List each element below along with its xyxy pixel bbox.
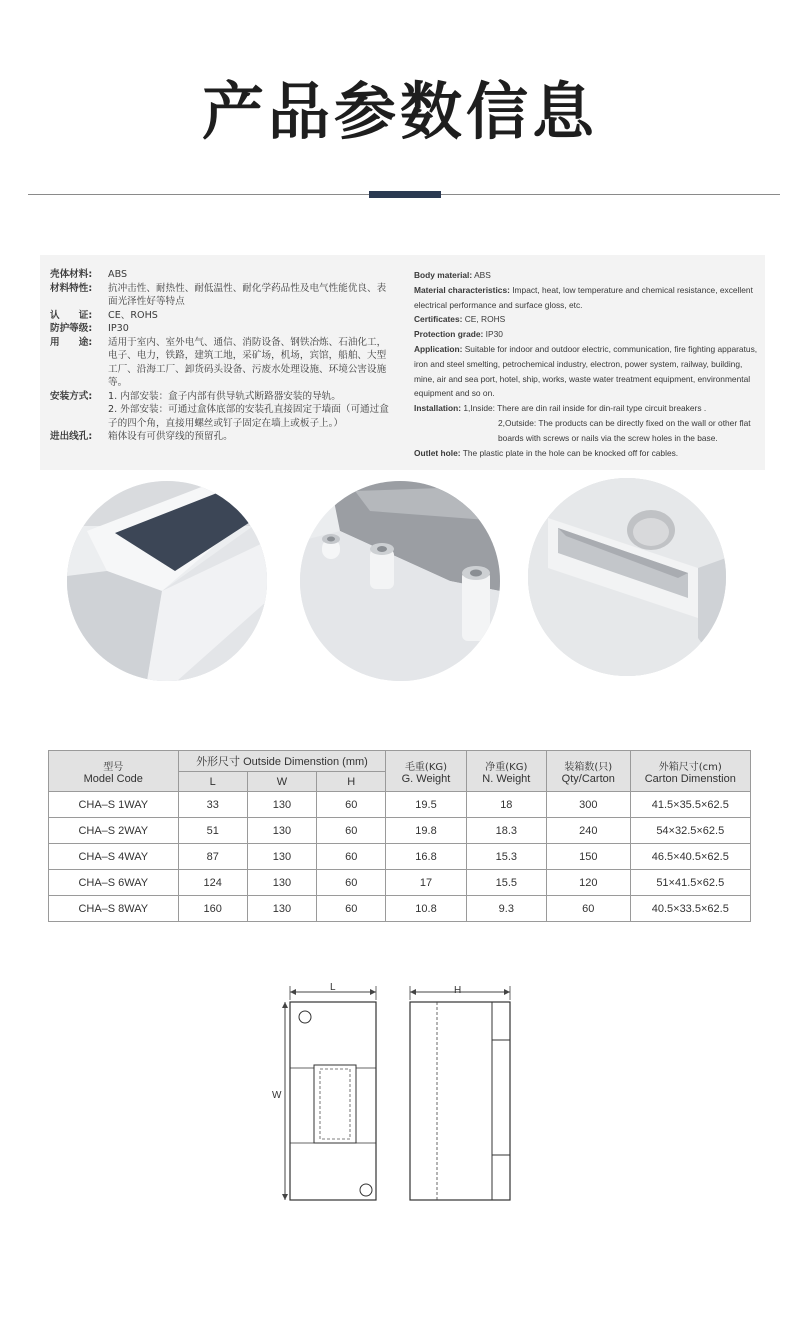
spec-row-material-props: 材料特性: 抗冲击性、耐热性、耐低温性、耐化学药品性及电气性能优良、表面光泽性好等特点 [50,282,387,307]
dim-label-h: H [454,985,462,996]
spec-english [414,268,764,460]
front-view-drawing [268,980,388,1210]
spec-row-protection: 防护等级: IP30 [50,323,129,334]
header-outside-dimension: 外形尺寸 Outside Dimenstion (mm) [178,751,386,772]
spec-en-material-char: Material characteristics: Impact, heat, low temperature and chemical resistance, excellent electrical performance and surface gloss, etc. [414,284,753,310]
page-title: 产品参数信息 [201,75,598,148]
table-row: CHA–S 8WAY 160 130 60 10.8 9.3 60 40.5×33.5×62.5 [49,896,751,922]
spec-en-protection: Protection grade: IP30 [414,329,503,340]
product-photo-posts [300,481,500,681]
table-row: CHA–S 6WAY 124 130 60 17 15.5 120 51×41.5×62.5 [49,870,751,896]
dim-label-w: W [272,1090,282,1101]
spec-table [48,750,751,922]
table-row: CHA–S 2WAY 51 130 60 19.8 18.3 240 54×32.5×62.5 [49,818,751,844]
dim-label-l: L [330,982,336,993]
header-gross-weight: 毛重(KG) G. Weight [386,751,466,792]
header-carton-dimension: 外箱尺寸(cm) Carton Dimenstion [630,751,750,792]
spec-row-install: 安装方式: 1. 内部安装：盒子内部有供导轨式断路器安装的导轨。 [50,390,341,402]
spec-en-installation: Installation: 1,Inside: There are din rail inside for din-rail type circuit breakers . [414,403,707,414]
spec-en-application: Application: Suitable for indoor and outdoor electric, communication, fire fighting apparatus, iron and steel smelting, petrochemical industry, electron, power system, railway, building, mine, air and sea port, hotel, ship, works, waste water treatment equipment, environmental equipment and so on. [414,343,758,399]
spec-en-outlet: Outlet hole: The plastic plate in the hole can be knocked off for cables. [414,447,679,458]
table-row: CHA–S 1WAY 33 130 60 19.5 18 300 41.5×35.5×62.5 [49,792,751,818]
product-photo-outlet [528,478,726,676]
header-model: 型号 Model Code [49,751,179,792]
divider-accent [369,191,441,198]
spec-row-outlet: 进出线孔: 箱体设有可供穿线的预留孔。 [50,431,233,442]
spec-en-installation-outside: 2,Outside: The products can be directly fixed on the wall or other flat boards with screws or nails via the screw holes in the base. [498,417,751,443]
spec-chinese [50,268,395,444]
spec-row-usage: 用 途: 适用于室内、室外电气、通信、消防设备、钢铁冶炼、石油化工，电子、电力，铁路，建筑工地，采矿场，机场，宾馆，船舶、大型工厂、沿海工厂、卸货码头设备、污废水处理设施、环境公害设施等。 [50,336,387,388]
product-photo-window [67,481,267,681]
table-header-row-1 [49,751,751,772]
header-dim-h: H [317,772,386,792]
spec-en-body-material: Body material: ABS [414,270,491,280]
spec-row-certificate: 认 证: CE、ROHS [50,309,158,321]
side-view-drawing [402,980,522,1210]
spec-en-certificates: Certificates: CE, ROHS [414,314,506,325]
spec-row-shell-material: 壳体材料: ABS [50,269,128,280]
header-net-weight: 净重(KG) N. Weight [466,751,546,792]
header-dim-l: L [178,772,247,792]
spec-row-install-outside: 2. 外部安装：可通过盒体底部的安装孔直接固定于墙面（可通过盒子的四个角，直接用螺丝或钉子固定在墙上或板子上。） [108,404,389,429]
header-dim-w: W [247,772,316,792]
header-qty-carton: 装箱数(只) Qty/Carton [546,751,630,792]
table-row: CHA–S 4WAY 87 130 60 16.8 15.3 150 46.5×40.5×62.5 [49,844,751,870]
